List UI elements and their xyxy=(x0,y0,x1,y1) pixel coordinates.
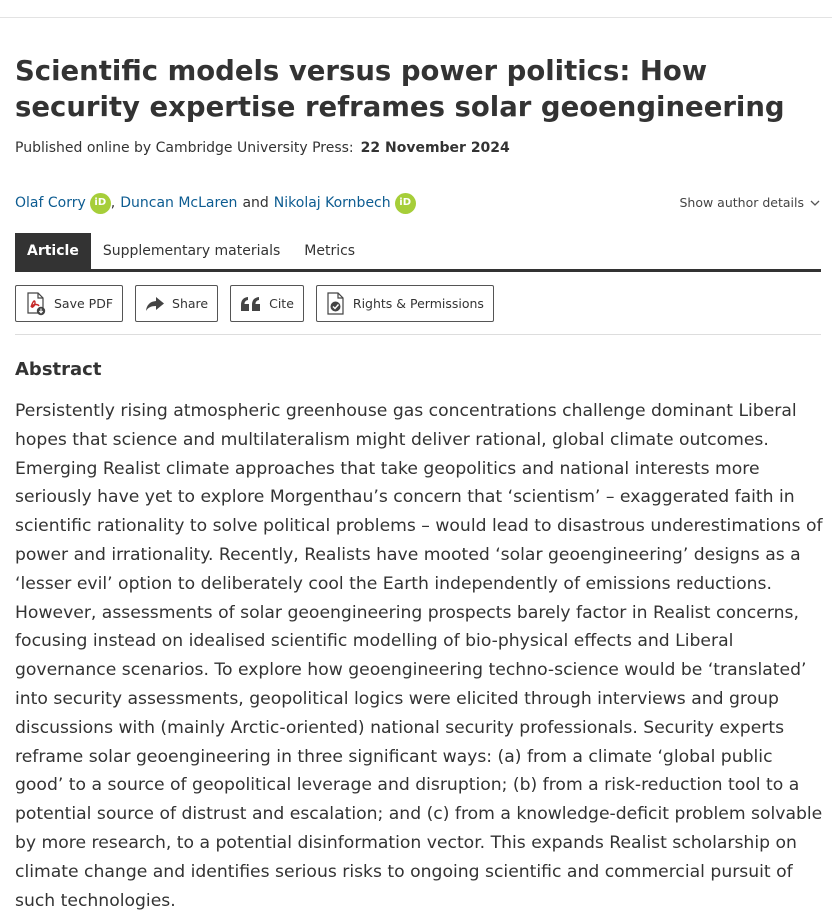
save-pdf-label: Save PDF xyxy=(54,296,114,311)
cite-label: Cite xyxy=(269,296,294,311)
abstract-heading: Abstract xyxy=(15,359,102,380)
pdf-icon xyxy=(25,292,47,316)
author-separator: , xyxy=(110,195,116,211)
rights-permissions-label: Rights & Permissions xyxy=(352,296,484,311)
show-author-details-label: Show author details xyxy=(679,195,804,210)
share-icon xyxy=(145,296,165,312)
chevron-down-icon xyxy=(810,198,820,208)
save-pdf-button[interactable] xyxy=(15,285,123,322)
divider xyxy=(15,334,821,335)
article-tabs xyxy=(15,233,821,272)
article-toolbar xyxy=(15,285,506,322)
quote-icon xyxy=(240,296,262,312)
tab-metrics[interactable]: Metrics xyxy=(304,243,356,259)
abstract-text: Persistently rising atmospheric greenhouse gas concentrations challenge dominant Liberal hopes that science and multilateralism might deliver rational, global climate outcomes. Emerging Realist climate approaches that take geopolitics and national interests more seriously have yet to explore Morgenthau’s concern that ‘scientism’ – exaggerated faith in scientific rationality to solve political problems – would lead to disastrous underestimations of power and irrationality. Recently, Realists have mooted ‘solar geoengineering’ designs as a ‘lesser evil’ option to deliberately cool the Earth independently of emissions reductions. However, assessments of solar geoengineering prospects barely factor in Realist concerns, focusing instead on idealised scientific modelling of bio-physical effects and Liberal governance scenarios. To explore how geoengineering techno-science would be ‘translated’ into security assessments, geopolitical logics were elicited through interviews and group discussions with (mainly Arctic-oriented) national security professionals. Security experts reframe solar geoengineering in three significant ways: (a) from a climate ‘global public good’ to a source of geopolitical leverage and disruption; (b) from a risk-reduction tool to a potential source of distrust and escalation; and (c) from a knowledge-deficit problem solvable by more research, to a potential disinformation vector. This expands Realist scholarship on climate change and identifies serious risks to ongoing scientific and commercial pursuit of such technologies. xyxy=(15,401,823,911)
author-list xyxy=(15,192,416,214)
show-author-details-button[interactable] xyxy=(679,195,820,210)
author-link[interactable]: Nikolaj Kornbech xyxy=(273,195,391,211)
permissions-icon xyxy=(326,292,346,316)
orcid-icon[interactable]: iD xyxy=(395,193,416,214)
share-button[interactable] xyxy=(135,285,218,322)
top-strip xyxy=(0,0,832,18)
tab-article[interactable]: Article xyxy=(15,233,91,269)
published-label: Published online by Cambridge University Press: xyxy=(15,140,354,156)
published-date: 22 November 2024 xyxy=(360,140,510,156)
author-link[interactable]: Duncan McLaren xyxy=(120,195,238,211)
author-joiner: and xyxy=(242,195,269,211)
share-label: Share xyxy=(172,296,209,311)
article-title: Scientific models versus power politics: How security expertise reframes solar geoengineering xyxy=(15,55,785,123)
author-link[interactable]: Olaf Corry xyxy=(15,195,86,211)
tab-supplementary-materials[interactable]: Supplementary materials xyxy=(102,243,281,259)
orcid-icon[interactable]: iD xyxy=(90,193,111,214)
rights-permissions-button[interactable] xyxy=(316,285,494,322)
cite-button[interactable] xyxy=(230,285,304,322)
published-line xyxy=(15,139,510,157)
